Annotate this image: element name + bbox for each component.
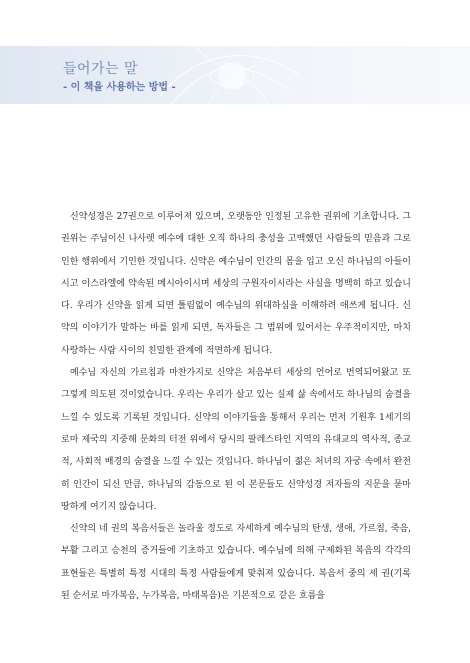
body-text [61, 206, 411, 607]
paragraph: 신약의 네 권의 복음서들은 놀라울 정도로 자세하게 예수님의 탄생, 생애, 가르침, 죽음, 부활 그리고 승천의 증거들에 기초하고 있습니다. 예수님에 의해 구제화된 복음의 각각의 표현들은 특별히 특정 시대의 특정 사람들에게 맞춰져 있습니다. 복음서 중의 세 권(기록된 순서로 마가복음, 누가복음, 마태복음)은 기본적으로 같은 흐름을 [61, 524, 411, 602]
paragraph: 신약성경은 27권으로 이루어져 있으며, 오랫동안 인정된 고유한 권위에 기초합니다. 그 권위는 주님이신 나사렛 예수에 대한 오직 하나의 충성을 고백했던 사람들의 믿음과 그로 인한 행위에서 기인한 것입니다. 신약은 예수님이 인간의 몸을 입고 오신 하나님의 아들이시고 이스라엘에 약속된 메시아이시며 세상의 구원자이시라는 사실을 명백히 하고 있습니다. 우리가 신약을 읽게 되면 틀림없이 예수님의 위대하심을 이해하려 애쓰게 됩니다. 신약의 이야기가 말하는 바를 읽게 되면, 독자들은 그 범위에 있어서는 우주적이지만, 마치 사랑하는 사람 사이의 친밀한 관계에 적면하게 됩니다. [61, 212, 411, 356]
decorative-swirl-icon [150, 46, 310, 104]
header-band [0, 46, 470, 104]
page-title: 들어가는 말 [63, 61, 139, 77]
page-subtitle: - 이 책을 사용하는 방법 - [63, 82, 176, 93]
paragraph: 예수님 자신의 가르침과 마찬가지로 신약은 처음부터 세상의 언어로 번역되어왔고 또 그렇게 의도된 것이었습니다. 우리는 우리가 살고 있는 실제 삶 속에서도 하나님의 숨결을 느낄 수 있도록 기록된 것입니다. 신약의 이야기들을 통해서 우리는 먼저 기원후 1세기의 로마 제국의 지중해 문화의 터전 위에서 당시의 팔레스타인 지역의 유대교의 역사적, 종교적, 사회적 배경의 숨결을 느낄 수 있는 것입니다. 하나님이 젊은 처녀의 자궁 속에서 완전히 인간이 되신 만큼, 하나님의 감동으로 된 이 본문들도 신약성경 저자들의 지문을 묻마땅하게 여기지 않습니다. [61, 368, 411, 512]
